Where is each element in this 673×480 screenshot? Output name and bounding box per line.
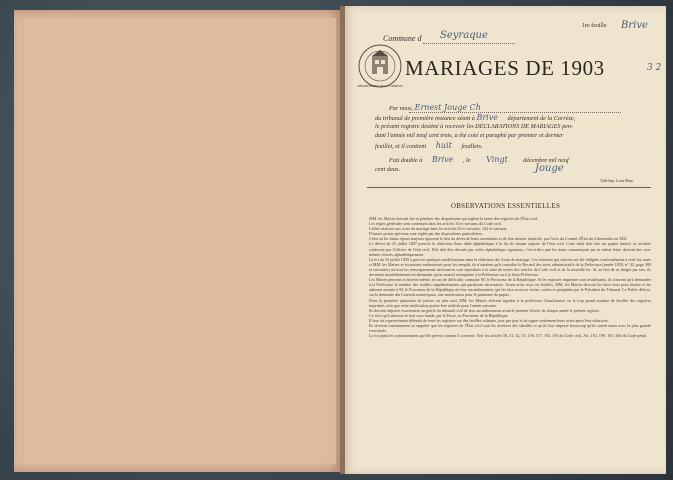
sheet-label: 1re feuille [582, 23, 607, 29]
register-title: MARIAGES DE 1903 [405, 56, 605, 80]
observations-body [369, 216, 651, 338]
cert-line4-prefix: feuillet, et il contient [375, 143, 427, 150]
observation-paragraph: La loi du 10 juillet 1850 a prescrit quelques modifications dans la rédaction des Actes de mariage. Les formules qui suivent ont été rédigées conformément à cette loi, mais si MM. les Maires se trouvaient embarrassés pour les remplir, ils n'auraient qu'à consulter le Recueil des actes administratifs de la Préfecture (année 1850, n° 42, page 380 et suivantes) où tous les renseignements nécessaires sont reproduits à la suite de textes des articles du Code civil et de la nouvelle loi. Si, au lieu de se diriger par eux, ils devraient immédiatement en demander qu'un nouvel exemplaire à la Préfecture ou à la Sous-Préfecture. [369, 256, 651, 278]
register-page [345, 6, 666, 474]
cert-line6: cent deux. [375, 166, 401, 173]
left-endpaper [14, 10, 342, 472]
cert-line5-prefix: Fait double à [389, 157, 423, 164]
cert-line5-suffix: décembre mil neuf [523, 157, 569, 164]
observation-paragraph: D'autres points spéciaux sont réglés par des dispositions particulières. [369, 231, 484, 237]
commune-label: Commune d [383, 34, 422, 43]
cert-day: Vingt [486, 155, 508, 164]
cert-line1-prefix: Par nous, [389, 105, 414, 112]
cert-done-city: Brive [431, 155, 454, 164]
cert-line1-middle: du tribunal de première instance séant à [375, 115, 475, 122]
observation-paragraph: Le décret du 25 juillet 1807 prescrit la rédaction d'une table alphabétique à la fin de chaque registre de l'état civil. Cette table doit être sur papier timbré, et certifiée conforme par l'officier de l'état civil. Elle doit être dressée par ordre alphabétique rigoureux, c'est-à-dire que les noms commençant par la même lettre doivent être eux-mêmes classés alphabétiquement. [369, 241, 651, 257]
printer-credit: Tulle Imp. Louis Mazo [600, 179, 634, 183]
section-divider [367, 187, 651, 188]
observation-paragraph: Il leur est expressément défendu de tenir les registres sur des feuilles volantes, jour par jour et de signer seulement leurs actes après leur rédaction. [369, 317, 609, 323]
commune-rule [423, 43, 515, 44]
observation-paragraph: Ce n'est qu'à adresser le tout sous bande, par la Poste, au Procureur de la République. [369, 312, 509, 318]
cert-line5-le: , le [462, 157, 471, 164]
cert-judge-name: Ernest Jouge Ch [414, 103, 481, 112]
cert-line3: dant l'année mil neuf cent trois, a été coté et paraphé par premier et dernier [375, 132, 564, 139]
cert-line4-suffix: feuillets. [461, 143, 483, 150]
observation-paragraph: Ils doivent constamment se rappeler que les registres de l'État civil sont les archives des familles et qu'ils leur importe beaucoup qu'ils soient tenus avec la plus grande exactitude. [369, 322, 651, 334]
observation-paragraph: Ils doivent déposer exactement un greffe du tribunal civil de leur arrondissement avant le premier février de chaque année le présent registre. [369, 307, 600, 313]
cert-sheet-count: huit [435, 141, 452, 150]
observation-paragraph: Celles relatives aux actes de mariage dans les articles 63 et suivants, 164 et suivants. [369, 226, 508, 232]
cert-line2: le présent registre destiné à recevoir les DÉCLARATIONS DE MARIAGES pen- [375, 123, 574, 130]
left-page-inner [24, 18, 336, 464]
observation-paragraph: La loi punit les contraventions qu'elle prévoit comme il convient. Voir les articles 50, 51, 52, 53, 156, 157, 192, 193 du Code civil, Art. 192, 199, 193, 346 du Code pénal. [369, 333, 648, 339]
observation-paragraph: Dans la première quinzaine de janvier au plus tard, MM. les Maires doivent signaler à la préfecture l'insuffisance ou le trop grand nombre de feuilles des registres imprimés, afin que cette notification puisse être réalisée pour l'année suivante. [369, 297, 651, 308]
commune-name: Seyraque [440, 30, 488, 41]
observation-paragraph: Les Maires peuvent et doivent même, en cas de difficulté, consulter M. le Procureur de la République. Si les registres imprimés sont insuffisants, ils n'auront qu'à demander à la Préfecture le nombre des feuilles supplémentaires qui paraîtront nécessaires. Avant avoir reçu ces feuilles, MM. les Maires devront les faire viser pour timbre et les adresser ensuite à M. le Procureur de la République de leur arrondissement, qui les fera recevoir visées, cotées et paraphées par le Président du Tribunal. Le Préfet délivre, sur la demande des Conseils municipaux, une autorisation pour le paiement du papier. [369, 277, 651, 298]
observations-heading: OBSERVATIONS ESSENTIELLES [450, 202, 561, 210]
corner-annotation: Brive [621, 20, 648, 31]
department-seal [357, 43, 403, 89]
observation-paragraph: MM. les Maires doivent lire et pénétrer des dispositions qui règlent la tenue des registres de l'État civil. [369, 216, 539, 221]
cert-rule-1 [409, 112, 621, 113]
observation-paragraph: Les règles générales sont contenues dans les articles 34 et suivants du Code civil. [369, 221, 503, 227]
cert-city: Brive [476, 113, 498, 122]
side-number: 3 2 [647, 63, 662, 73]
cert-line1-suffix: département de la Corrèze, [507, 115, 576, 122]
seal-text: DÉPARTEMENT DE LA CORRÈZE [357, 84, 403, 88]
judge-signature: Jouge [535, 163, 564, 174]
observation-paragraph: Celui où les futurs époux majeurs ignorent le lieu du décès de leurs ascendants et de leur dernier domicile, par l'avis du Conseil d'État du 4 thermidor an XIII. [369, 236, 628, 242]
